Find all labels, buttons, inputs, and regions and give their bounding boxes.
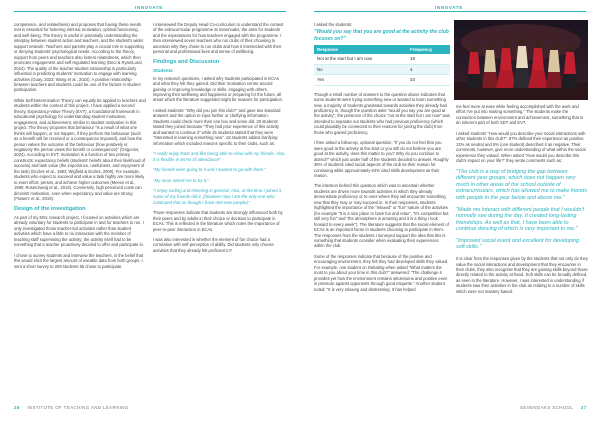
paragraph: It is clear from the responses given by the students that not only do they value the social interactions and development that they encounter in their clubs, they also recognise that they are gaining skills beyond those directly related to the activity at hand. Soft skills can be broadly defined, as seen in the literature. However, I was interested in understanding if students saw their activities in the club as relating to a number of skills which were not mastery based.	[456, 256, 588, 294]
paragraph: I asked students "How would you describe your social interactions with other students in this club?". 87% defined their experience as positive, 13% as neutral and 0% (one student) described it as negative. Their comments, however, give more understanding of what within the social experience they valued. When asked "How would you describe this club's impact on your life?" they wrote comments such as:	[456, 130, 586, 164]
page-number: 27	[580, 405, 587, 410]
student-quote: "Made me interact with different people that I wouldn't normally see during the day. It created long-lasting friendships. As well as that, I have been able to continue dancing of which is very important to me."	[456, 206, 584, 233]
paragraph: While Self-Determination Theory can equally be applied to teachers and students within the context of this project, I have applied a second theory, Expectancy-Value Theory (EVT), a foundational framework in educational psychology for understanding student motivation, engagement, and achievement, similar to student motivation in this project. The theory proposes that behaviour "is a result of what one thinks will happen, or not happen, if they perform the behaviour (such as a benefit will be received or a consequence imposed), and how the person values the outcome of the behaviour (how positively or negatively the person views the benefit or consequence)" (Grigorios, 2024). According to EVT, motivation is a function of two primary constructs: expectancy beliefs (students' beliefs about their likelihood of success) and task value (the importance, usefulness, and enjoyment of the task) (Eccles et al., 1983; Wigfield & Eccles, 2000). For example, students who expect to succeed and value a task highly are more likely to exert effort, persist, and achieve higher outcomes (Meece et al., 1990; Rosenzweig et al., 2019). Conversely, high perceived costs can diminish motivation, even when expectancy and value are strong (Flowerz et al., 2019).	[14, 97, 146, 202]
page-number: 26	[14, 405, 20, 410]
table-cell: Not at the start but I am now	[314, 54, 407, 64]
paragraph: I chose to survey students and interview the teachers, in the belief that this would elicit the largest amount of useable data from both groups. I sent a short survey to 209 students 55 chose to participate.	[14, 252, 144, 269]
footer	[520, 405, 587, 410]
header-rule	[14, 11, 286, 12]
paragraph: As part of my MSc research project, I focused on activities which are already voluntary for students to participate in and for teachers to run. I only investigated those teacher-led activities rather than student activities which have a little to no interaction with the member of teaching staff supervising the activity; the activity itself had to be something that a teacher proactively decided to offer and participate in.	[14, 214, 144, 248]
paragraph: Though a small number of answers to the question above indicates that some students were trying something new or wanted to learn something new, a majority of students gravitated towards activities they already had proficiency in, though the question asks "would you say you are good at the activity", the presence of the choice "not at the start but I am now" was intended to separate out students who had previous proficiency (which could plausibly be connected to their reasons for joining the club) from those who gained proficiency.	[314, 91, 450, 135]
footer	[14, 405, 129, 410]
table-cell: 18	[407, 54, 450, 64]
paragraph: I then asked a follow-up, optional question, "If you do not feel that you were good at the activity at the start or you still do not believe you are good at the activity, does this matter to you? Why do you continue to attend?" which just under half of the students decided to answer. Roughly 36% of students cited social aspects of the club as their reason for continuing while approximately 64% cited skills development as their reason.	[314, 140, 449, 179]
header-label: INNOVATE	[432, 5, 466, 10]
paragraph: Those responses indicate that students are strongly influenced both by their peers and by adults in their choice or decision to participate in ECAs. This is reflected in the literature which notes the importance of peer-to-peer interaction in ECAs.	[153, 210, 283, 232]
table-cell: Yes	[314, 75, 407, 85]
student-quote: "I really enjoy D&D and like being able to relax with my friends. Also, it is flexible in terms of attendance"	[153, 151, 286, 162]
dance-performance-photo	[454, 20, 588, 100]
table-row	[314, 54, 450, 64]
table-header-row	[314, 45, 450, 54]
table-cell: 33	[407, 75, 450, 85]
right-column-2	[456, 104, 588, 299]
paragraph: Some of the responses indicate that because of the positive and encouraging environment, they felt they had developed skills they valued. For example, one student on Debating when asked "What matters the most to you about your time in this club?" answered: "The challenge it provides yet how the environment remains wholesome and positive even in pressure against opponents through good etiquette." Another student noted: "It is very relaxing and destressing. It has helped	[314, 253, 449, 292]
table-header: Frequency	[407, 45, 450, 54]
student-quote: "The club is a way of bridging the gap between different year groups, which does not happen very much in other areas of the school outside of extracurriculars, which has allowed me to make friends with people in the year below and above me."	[456, 168, 587, 201]
photo-illustration	[454, 20, 588, 100]
footer-title: INSTITUTE OF TEACHING AND LEARNING	[27, 405, 129, 410]
footer-title: SEVENOAKS SCHOOL	[520, 405, 574, 410]
table-row	[314, 75, 450, 85]
table-row	[314, 64, 450, 74]
survey-question: "Would you say that you are good at the activity the club focuses on?"	[314, 29, 449, 42]
paragraph: I interviewed the Deputy Head Co-curriculum to understand the context of the extracurricular programme at Sevenoaks, the aims for students and the expectations for how teachers engaged with the programme. I then interviewed seven teachers who run clubs of their choosing to ascertain why they chose to run clubs and how it intersected with their personal and professional lives and sense of wellbeing.	[153, 22, 284, 55]
header-label: INNOVATE	[132, 5, 166, 10]
paragraph: In my research questions, I asked why students participated in ECAs and what they felt they gained. Did their motivation centre around gaining or improving knowledge or skills, engaging with others, improving their wellbeing and happiness or preparing for the future, all areas which the literature suggested might be reasons for participation.	[153, 75, 284, 103]
table-cell: 4	[407, 64, 450, 74]
subsection-heading: Students	[153, 68, 173, 74]
paragraph: I was also interested in whether the element of fun choice had a correlation with self-perception of ability. Did students only choose activities that they already felt proficient in?	[153, 237, 274, 253]
right-column-1	[314, 22, 450, 297]
student-quote: "Improved social event and excellent for developing soft skills."	[456, 237, 579, 251]
header-rule	[314, 11, 586, 12]
left-column-2	[153, 22, 286, 258]
paragraph: competence, and relatedness) and proposes that having these needs met is essential for fostering intrinsic motivation, optimal functioning, and well-being. The theory is useful in potentially understanding the interplay between student action and teachers, and the student's wider support network. Teachers and parents play a crucial role in supporting or denying students' psychological needs. According to the theory, support from peers and teachers also fosters relatedness, which then promotes engagement and self-regulated learning (Deci & Ryan/Lund, 2024). The quality of the teacher-student relationship is particularly influential in predicting students' motivation to engage with learning activities (Guay, 2022; Wang et al., 2024). A positive relationship between teachers and students could be one of the factors in student participation.	[14, 22, 144, 93]
paragraph: The intention behind this question which was to ascertain whether students are driven more towards activities in which they already demonstrate proficiency or to ones where they will encounter something new that they may or may succeed in. In their responses, students highlighted the importance of the "relaxed" or "fun" nature of the activities (for example "It is a nice place to have fun and relax", "It's competitive but still very fun" and "the atmosphere is amazing and it is a thing I look forward to every week"). The literature suggests that the social element of ECAs is an important factor in students choosing to participate in them. The responses from the students I surveyed support the idea that this is something that students consider when evaluating their experiences within the club.	[314, 183, 449, 249]
student-quote: "I enjoy coding and tinkering in general. Also, at the time I joined it some of my friends did it, (however now I am the only one who continued that so though I have met new people)"	[153, 188, 282, 205]
response-table	[314, 45, 450, 86]
left-column-1	[14, 22, 146, 274]
student-quote: "My friends were going to it and I wanted to go with them."	[153, 167, 266, 173]
section-heading: Design of the investigation	[14, 205, 86, 212]
paragraph: me feel more at ease while feeling accomplished with the work and effort I've put into making something." The students make the connection between environment and achievement, something that is an inherent part of both SDT and EVT.	[456, 104, 584, 126]
paragraph: I asked students: "Why did you join this club?" and gave two standard answers and the option to input further or clarifying information. Students could check more than one box and some did. 28 students stated they joined because "They had prior experience of this activity and wanted to continue it" while 25 students stated that they were "Interested in learning something new". 18 students added clarifying information which included reasons specific to their clubs, such as:	[153, 107, 281, 146]
student-quote: "My mum asked me to try it."	[153, 177, 209, 183]
section-heading: Findings and Discussion	[153, 58, 220, 65]
paragraph: I asked the students:	[314, 22, 353, 27]
table-cell: No	[314, 64, 407, 74]
table-header: Response	[314, 45, 407, 54]
